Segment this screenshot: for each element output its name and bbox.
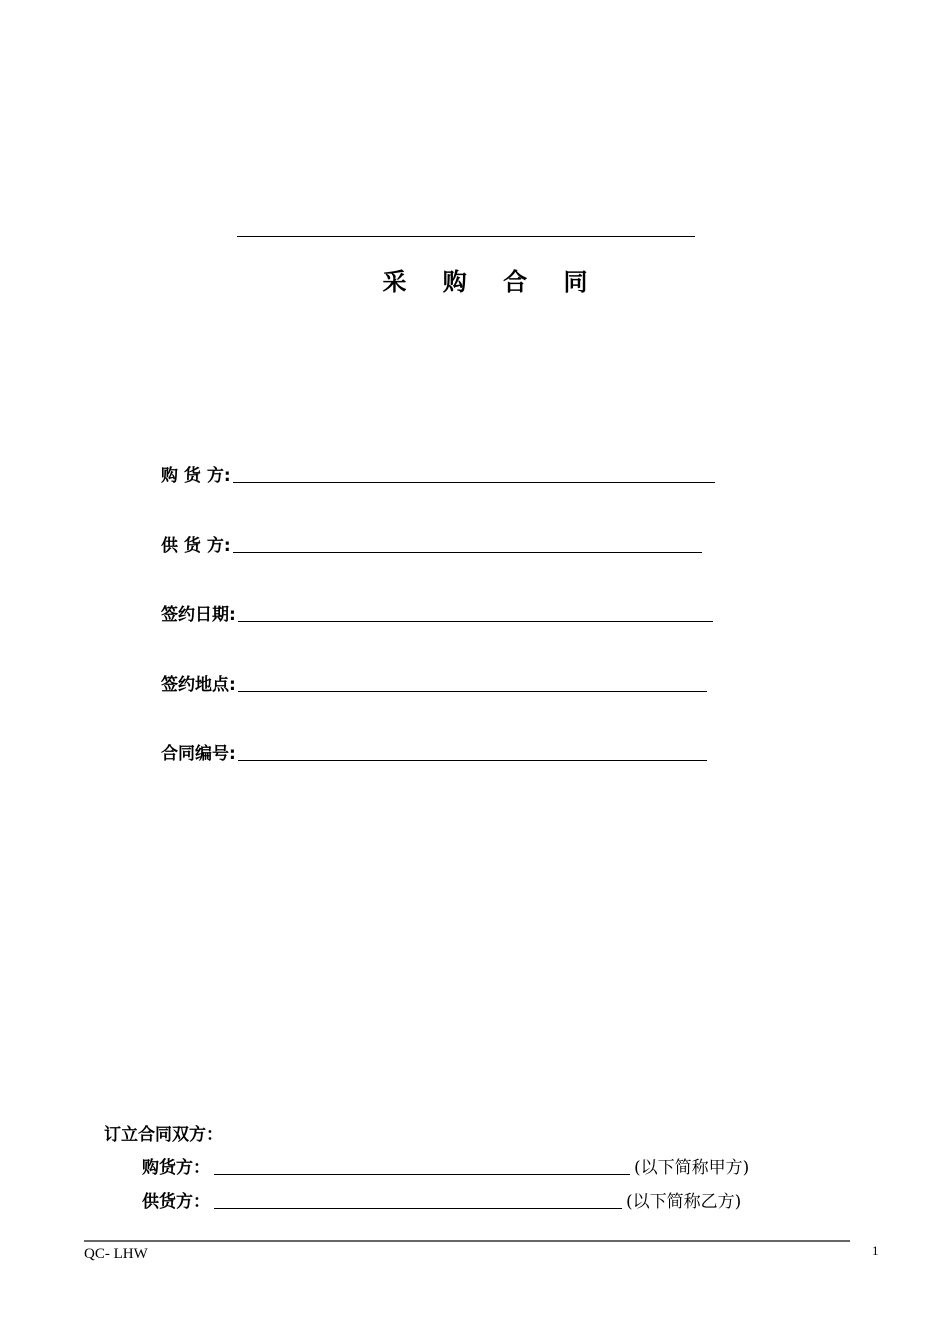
parties-heading: 订立合同双方： [104,1125,223,1145]
party-buyer-label: 购货方： [142,1158,210,1178]
party-supplier-label: 供货方： [142,1192,210,1212]
field-supplier-blank[interactable] [233,552,702,553]
party-buyer-note: (以下简称甲方) [634,1158,750,1178]
footer-rule [84,1240,850,1242]
field-contract-no-blank[interactable] [238,760,707,761]
party-supplier [142,1188,741,1212]
field-contract-no-label: 合同编号: [161,744,236,764]
field-sign-date-label: 签约日期: [161,605,236,625]
field-sign-date [161,601,713,625]
field-buyer-blank[interactable] [233,482,715,483]
party-supplier-note: (以下简称乙方) [626,1192,742,1212]
field-contract-no [161,740,707,764]
party-buyer-blank[interactable] [214,1174,630,1175]
field-buyer-label: 购 货 方: [161,466,231,486]
party-supplier-blank[interactable] [214,1208,622,1209]
field-buyer [161,462,715,486]
page-number: 1 [872,1243,879,1258]
title-rule [237,236,695,237]
field-supplier [161,532,702,556]
field-supplier-label: 供 货 方: [161,536,231,556]
field-sign-place-label: 签约地点: [161,675,236,695]
footer-doc-code: QC- LHW [84,1246,148,1262]
field-sign-place-blank[interactable] [238,691,707,692]
page-title: 采 购 合 同 [382,268,602,296]
field-sign-date-blank[interactable] [238,621,713,622]
field-sign-place [161,671,707,695]
party-buyer [142,1154,749,1178]
